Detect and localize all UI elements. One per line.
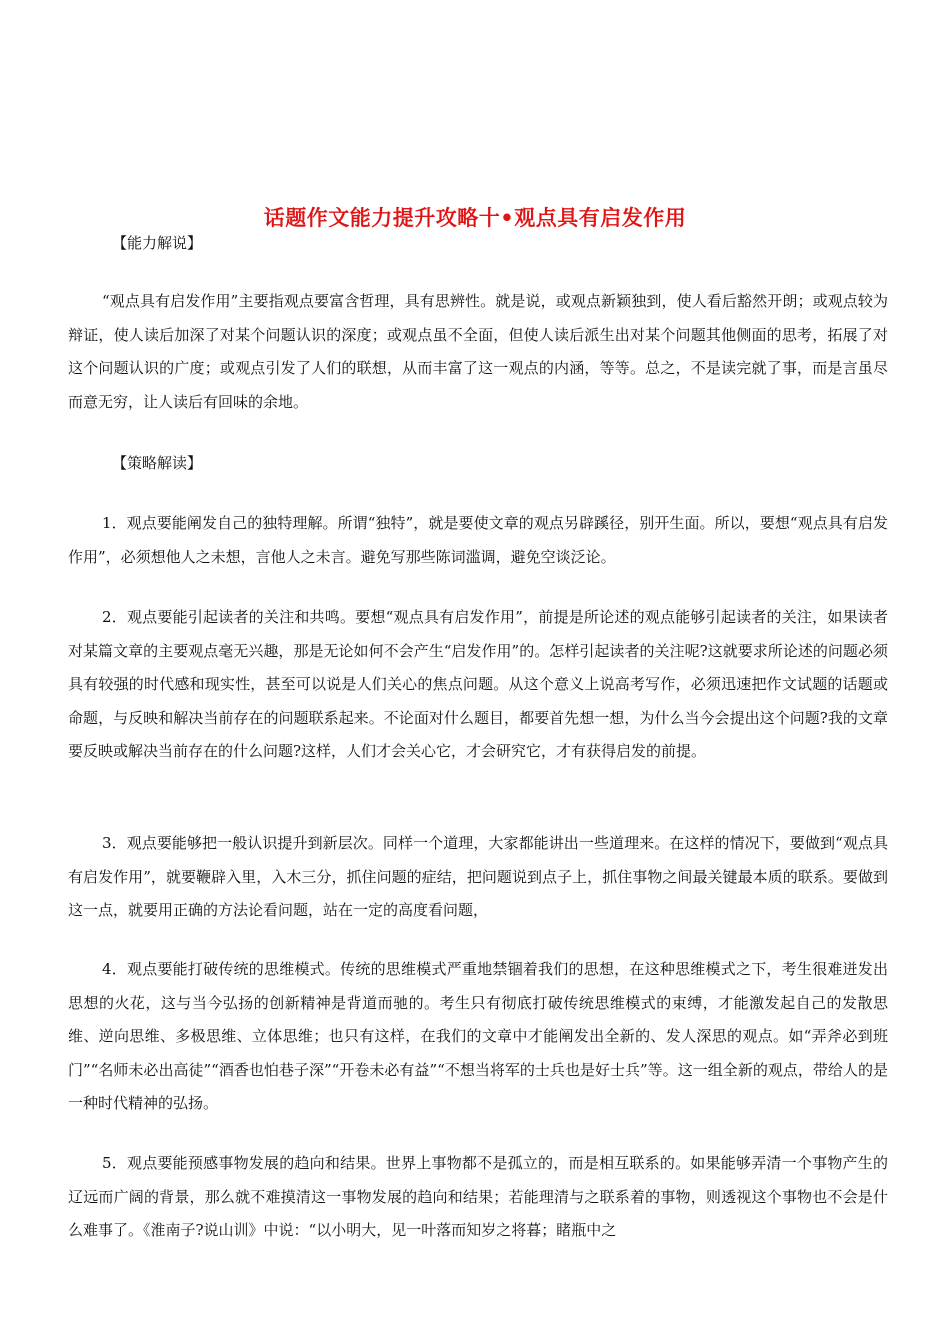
section-heading-strategy: 【策略解读】 bbox=[112, 454, 203, 472]
section-heading-ability: 【能力解说】 bbox=[112, 234, 203, 252]
ability-paragraph: “观点具有启发作用”主要指观点要富含哲理，具有思辨性。就是说，或观点新颖独到，使人看后豁然开朗；或观点较为辩证，使人读后加深了对某个问题认识的深度；或观点虽不全面，但使人读后派生出对某个问题其他侧面的思考，拓展了对这个问题认识的广度；或观点引发了人们的联想，从而丰富了这一观点的内涵，等等。总之，不是读完就了事，而是言虽尽而意无穷，让人读后有回味的余地。 bbox=[68, 292, 888, 411]
strategy-paragraph-5: 5．观点要能预感事物发展的趋向和结果。世界上事物都不是孤立的，而是相互联系的。如果能够弄清一个事物产生的辽远而广阔的背景，那么就不难摸清这一事物发展的趋向和结果；若能理清与之联系着的事物，则透视这个事物也不会是什么难事了。《淮南子?说山训》中说：“以小明大，见一叶落而知岁之将暮；睹瓶中之 bbox=[68, 1154, 888, 1239]
strategy-paragraph-1: 1．观点要能阐发自己的独特理解。所谓“独特”，就是要使文章的观点另辟蹊径，别开生面。所以，要想“观点具有启发作用”，必须想他人之未想，言他人之未言。避免写那些陈词滥调，避免空谈泛论。 bbox=[68, 514, 888, 566]
strategy-paragraph-3: 3．观点要能够把一般认识提升到新层次。同样一个道理，大家都能讲出一些道理来。在这样的情况下，要做到“观点具有启发作用”，就要鞭辟入里，入木三分，抓住问题的症结，把问题说到点子上，抓住事物之间最关键最本质的联系。要做到这一点，就要用正确的方法论看问题，站在一定的高度看问题， bbox=[68, 834, 888, 919]
strategy-paragraph-2: 2．观点要能引起读者的关注和共鸣。要想“观点具有启发作用”，前提是所论述的观点能够引起读者的关注，如果读者对某篇文章的主要观点毫无兴趣，那是无论如何不会产生“启发作用”的。怎样引起读者的关注呢?这就要求所论述的问题必须具有较强的时代感和现实性，甚至可以说是人们关心的焦点问题。从这个意义上说高考写作，必须迅速把作文试题的话题或命题，与反映和解决当前存在的问题联系起来。不论面对什么题目，都要首先想一想，为什么当今会提出这个问题?我的文章要反映或解决当前存在的什么问题?这样，人们才会关心它，才会研究它，才有获得启发的前提。 bbox=[68, 608, 888, 760]
document-title: 话题作文能力提升攻略十•观点具有启发作用 bbox=[263, 206, 687, 230]
strategy-paragraph-4: 4．观点要能打破传统的思维模式。传统的思维模式严重地禁锢着我们的思想，在这种思维模式之下，考生很难迸发出思想的火花，这与当今弘扬的创新精神是背道而驰的。考生只有彻底打破传统思维模式的束缚，才能激发起自己的发散思维、逆向思维、多极思维、立体思维；也只有这样，在我们的文章中才能阐发出全新的、发人深思的观点。如“弄斧必到班门”“名师未必出高徒”“酒香也怕巷子深”“开卷未必有益”“不想当将军的士兵也是好士兵”等。这一组全新的观点，带给人的是一种时代精神的弘扬。 bbox=[68, 960, 888, 1112]
